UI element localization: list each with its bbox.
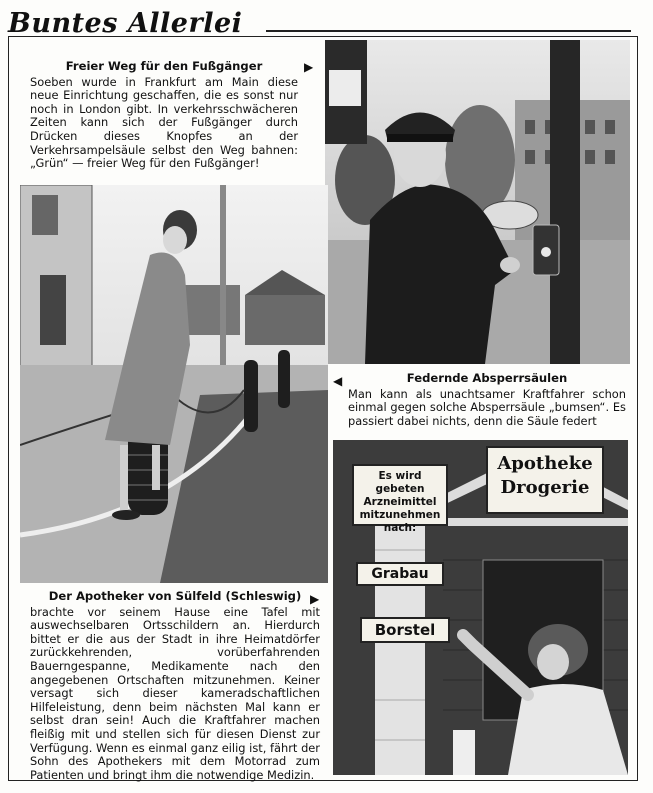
pointer-right-icon: ▶ bbox=[304, 60, 314, 74]
pointer-left-icon: ◀ bbox=[333, 374, 343, 388]
article-title: Federnde Absperrsäulen bbox=[406, 371, 568, 385]
article-title: Der Apotheker von Sülfeld (Schleswig) bbox=[48, 589, 302, 603]
article-barriers bbox=[348, 372, 626, 428]
sign-shop-line1: Apotheke bbox=[497, 453, 593, 474]
article-pharmacist bbox=[30, 590, 320, 782]
article-body: Man kann als unachtsamer Kraftfahrer schon einmal gegen solche Absperrsäule „bumsen“. Es passiert dabei nichts, denn die Säule federt bbox=[348, 386, 626, 428]
article-body: brachte vor seinem Hause eine Tafel mit auswechselbaren Ortsschildern an. Hierdurch bittet er die aus der Stadt in ihre Heimatdörfer zurückkehrenden, vorüberfahrenden Bauerngespanne, Medikamente nach den angegebenen Ortschaften mitzunehmen. Keiner versagt sich dieser kameradschaftlichen Hilfeleistung, denn beim nächsten Mal kann er selbst dran sein! Auch die Kraftfahrer machen fleißig mit und stellen sich für diesen Dienst zur Verfügung. Wenn es einmal ganz eilig ist, fährt der Sohn des Apothekers mit dem Motorrad zum Patienten und bringt ihm die notwendige Medizin. bbox=[30, 604, 320, 782]
pointer-right-icon: ▶ bbox=[310, 592, 320, 606]
photo-spring-bollards bbox=[20, 185, 328, 583]
sign-shop-line2: Drogerie bbox=[500, 477, 590, 498]
page-title: Buntes Allerlei bbox=[8, 8, 243, 39]
article-body: Soeben wurde in Frankfurt am Main diese neue Einrichtung geschaffen, die es sonst nur noch in London gibt. In verkehrsschwächeren Zeiten kann sich der Fußgänger durch Drücken dieses Knopfes an der Verkehrsampelsäule selbst den Weg bahnen: „Grün“ — freier Weg für den Fußgänger! bbox=[30, 74, 298, 171]
header-rule bbox=[266, 30, 631, 32]
article-title: Freier Weg für den Fußgänger bbox=[65, 59, 263, 73]
sign-place-grabau: Grabau bbox=[356, 562, 444, 586]
sign-shop bbox=[486, 446, 604, 514]
sign-request: Es wird gebeten Arzneimittel mitzunehmen nach: bbox=[352, 464, 448, 526]
sign-place-borstel: Borstel bbox=[360, 617, 450, 643]
article-pedestrian bbox=[30, 60, 298, 171]
photo-traffic-button bbox=[325, 40, 630, 364]
